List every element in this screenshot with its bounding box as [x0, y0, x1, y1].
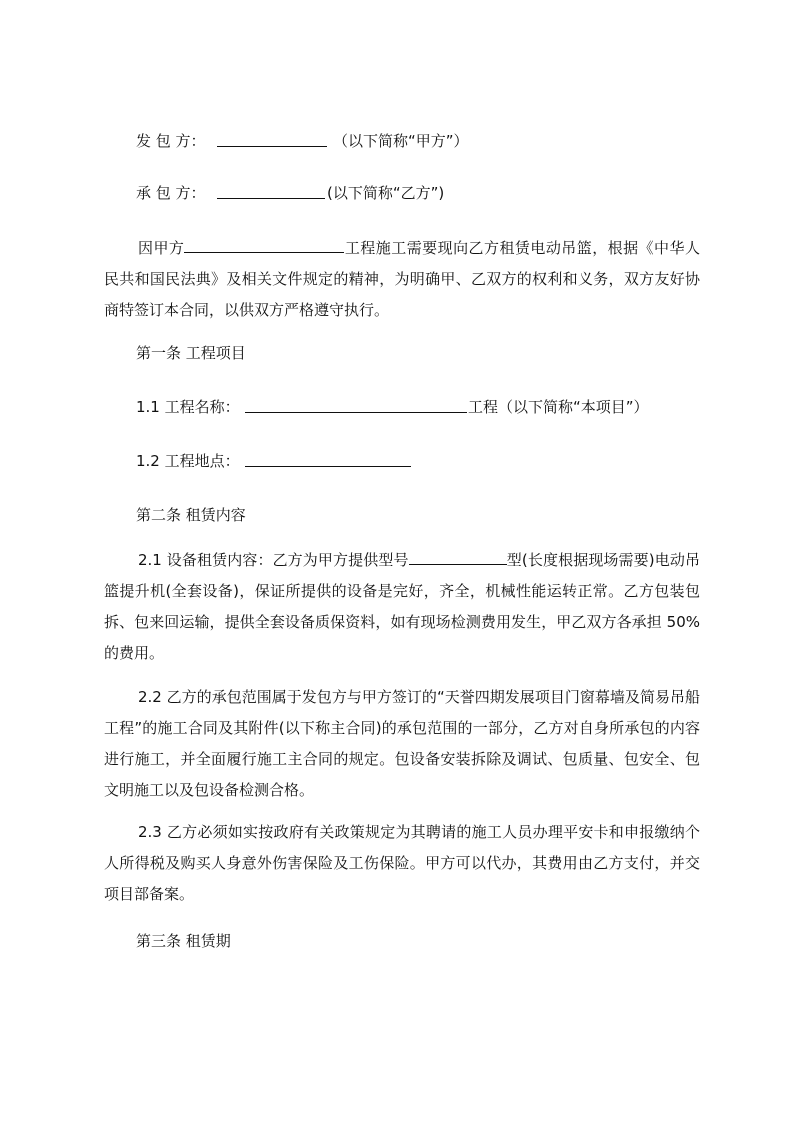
paragraph-2-3: 2.3 乙方必须如实按政府有关政策规定为其聘请的施工人员办理平安卡和申报缴纳个人所得税及购买人身意外伤害保险及工伤保险。甲方可以代办，其费用由乙方支付，并交项目部备案。 — [104, 823, 700, 903]
item-1-1-note: 工程（以下简称“本项目”） — [468, 398, 649, 416]
intro-text-after: 工程施工需要现向乙方租赁电动吊篮，根据《中华人民共和国民法典》及相关文件规定的精神，为明确甲、乙双方的权利和义务，双方友好协商特签订本合同，以供双方严格遵守执行。 — [104, 239, 700, 319]
paragraph-2-1 — [104, 545, 700, 669]
party-b-note: (以下简称“乙方”) — [327, 184, 445, 202]
intro-paragraph — [104, 233, 700, 326]
party-a-blank — [217, 132, 327, 147]
model-number-blank — [409, 550, 507, 565]
p2-1-text-before: 2.1 设备租赁内容：乙方为甲方提供型号 — [138, 551, 409, 569]
project-name-field-blank — [245, 398, 467, 413]
project-name-blank — [184, 238, 344, 253]
project-location-blank — [245, 452, 411, 467]
article-2-title: 第二条 租赁内容 — [136, 506, 246, 524]
article-1-title: 第一条 工程项目 — [136, 344, 246, 362]
p2-1-text-after: 型(长度根据现场需要)电动吊篮提升机(全套设备)，保证所提供的设备是完好，齐全，机械性能运转正常。乙方包装包拆、包来回运输，提供全套设备质保资料，如有现场检测费用发生，甲乙双方各承担 50%的费用。 — [104, 551, 700, 662]
paragraph-2-2: 2.2 乙方的承包范围属于发包方与甲方签订的“天誉四期发展项目门窗幕墙及简易吊船工程”的施工合同及其附件(以下称主合同)的承包范围的一部分，乙方对自身所承包的内容进行施工，并全面履行施工主合同的规定。包设备安装拆除及调试、包质量、包安全、包文明施工以及包设备检测合格。 — [104, 688, 700, 799]
party-b-label: 承 包 方： — [136, 184, 206, 202]
party-a-label: 发 包 方： — [136, 132, 206, 150]
article-3-title: 第三条 租赁期 — [136, 932, 231, 950]
intro-text-before: 因甲方 — [138, 239, 185, 257]
item-1-2-label: 1.2 工程地点： — [136, 452, 240, 470]
party-a-note: （以下简称“甲方”） — [333, 132, 469, 150]
item-1-1-label: 1.1 工程名称： — [136, 398, 240, 416]
party-b-blank — [217, 184, 325, 199]
